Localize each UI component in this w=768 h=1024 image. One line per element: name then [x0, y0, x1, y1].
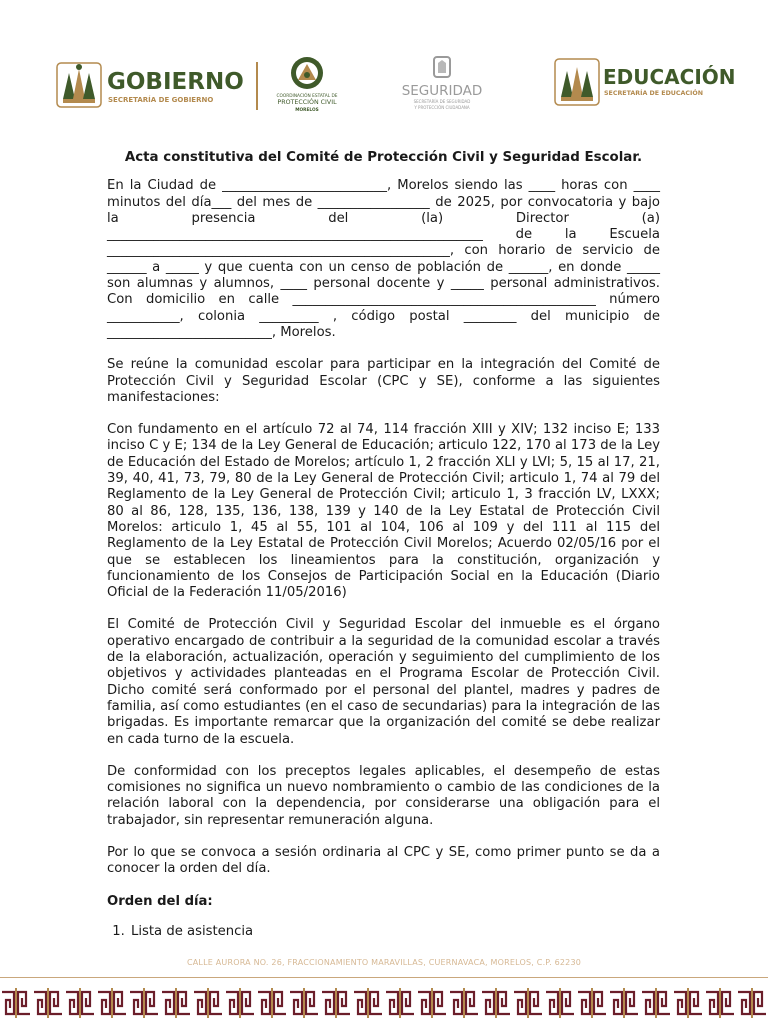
pc-line2: PROTECCIÓN CIVIL: [277, 99, 337, 106]
paragraph-comite: El Comité de Protección Civil y Seguridad Escolar del inmueble es el órgano operativo encargado de contribuir a la seguridad de la comunidad escolar a través de la elaboración, actualización, operación y seguimiento del cumplimiento de los objetivos y actividades planteadas en el Programa Escolar de Protección Civil. Dicho comité será conformado por el personal del plantel, madres y padres de familia, así como estudiantes (en el caso de secundarias) para la integración de las brigadas. Es importante remarcar que la organización del comité se debe realizar en cada turno de la escuela.: [107, 617, 660, 747]
gobierno-logo: [55, 55, 245, 115]
pc-line1: COORDINACIÓN ESTATAL DE: [276, 94, 338, 99]
seguridad-subtitle-1: SECRETARÍA DE SEGURIDAD: [413, 99, 471, 104]
educacion-subtitle: SECRETARÍA DE EDUCACIÓN: [604, 90, 703, 97]
morelos-emblem-icon: [57, 63, 101, 107]
seguridad-logo: [395, 55, 490, 115]
paragraph-reunion: Se reúne la comunidad escolar para participar en la integración del Comité de Protección Civil y Seguridad Escolar (CPC y SE), conforme a las siguientes manifestaciones:: [107, 357, 660, 405]
document-body: [107, 150, 660, 940]
orden-del-dia-heading: Orden del día:: [107, 893, 213, 909]
proteccion-civil-logo: [262, 55, 352, 115]
seguridad-title: SEGURIDAD: [401, 83, 483, 99]
document-title: Acta constitutiva del Comité de Protección Civil y Seguridad Escolar.: [124, 150, 643, 165]
paragraph-opening: En la Ciudad de _________________________, Morelos siendo las ____ horas con ____ minutos del día___ del mes de _________________ de 2025, por convocatoria y bajo la presencia del (la) Director (a) _________________________________________________________ de la Escuela ____________________________________________________, con horario de servicio de ______ a _____ y que cuenta con un censo de población de ______, en donde _____ son alumnas y alumnos, ____ personal docente y _____ personal administrativos. Con domicilio en calle ______________________________________________ número ___________, colonia _________ , código postal ________ del municipio de _________________________, Morelos.: [107, 178, 660, 340]
footer-divider: [0, 977, 768, 978]
orden-del-dia-list: [107, 924, 660, 940]
gobierno-title: GOBIERNO: [107, 69, 244, 95]
seguridad-subtitle-2: Y PROTECCIÓN CIUDADANA: [414, 105, 470, 110]
letterhead: [0, 0, 768, 140]
decorative-pattern-band: [0, 986, 768, 1020]
morelos-emblem-icon: [555, 59, 599, 105]
educacion-logo: [553, 55, 738, 115]
proteccion-civil-emblem-icon: [291, 57, 323, 89]
footer-address: CALLE AURORA NO. 26, FRACCIONAMIENTO MARAVILLAS, CUERNAVACA, MORELOS, C.P. 62230: [186, 958, 582, 967]
paragraph-convocatoria: Por lo que se convoca a sesión ordinaria al CPC y SE, como primer punto se da a conocer la orden del día.: [107, 844, 660, 877]
list-item: 1. Lista de asistencia: [129, 924, 660, 940]
header-divider: [255, 62, 259, 110]
seguridad-emblem-icon: [434, 57, 450, 77]
paragraph-conformidad: De conformidad con los preceptos legales aplicables, el desempeño de estas comisiones no significa un nuevo nombramiento o cambio de las condiciones de la relación laboral con la dependencia, por considerarse una obligación para el trabajador, sin representar remuneración alguna.: [107, 763, 660, 828]
educacion-title: EDUCACIÓN: [603, 65, 736, 89]
pc-line3: MORELOS: [295, 108, 319, 113]
paragraph-fundamento: Con fundamento en el artículo 72 al 74, 114 fracción XIII y XIV; 132 inciso E; 133 inciso C y E; 134 de la Ley General de Educación; articulo 122, 170 al 173 de la Ley de Educación del Estado de Morelos; artículo 1, 2 fracción XLI y LVI; 5, 15 al 17, 21, 39, 40, 41, 73, 79, 80 de la Ley General de Protección Civil; articulo 1, 74 al 79 del Reglamento de la Ley General de Protección Civil; articulo 1, 3 fracción LV, LXXX; 80 al 86, 128, 135, 136, 138, 139 y 140 de la Ley Estatal de Protección Civil Morelos: articulo 1, 45 al 55, 101 al 104, 106 al 109 y del 111 al 115 del Reglamento de la Ley Estatal de Protección Civil Morelos; Acuerdo 02/05/16 por el que se establecen los lineamientos para la constitución, organización y funcionamiento de los Consejos de Participación Social en la Educación (Diario Oficial de la Federación 11/05/2016): [107, 422, 660, 601]
gobierno-subtitle: SECRETARÍA DE GOBIERNO: [108, 96, 214, 104]
